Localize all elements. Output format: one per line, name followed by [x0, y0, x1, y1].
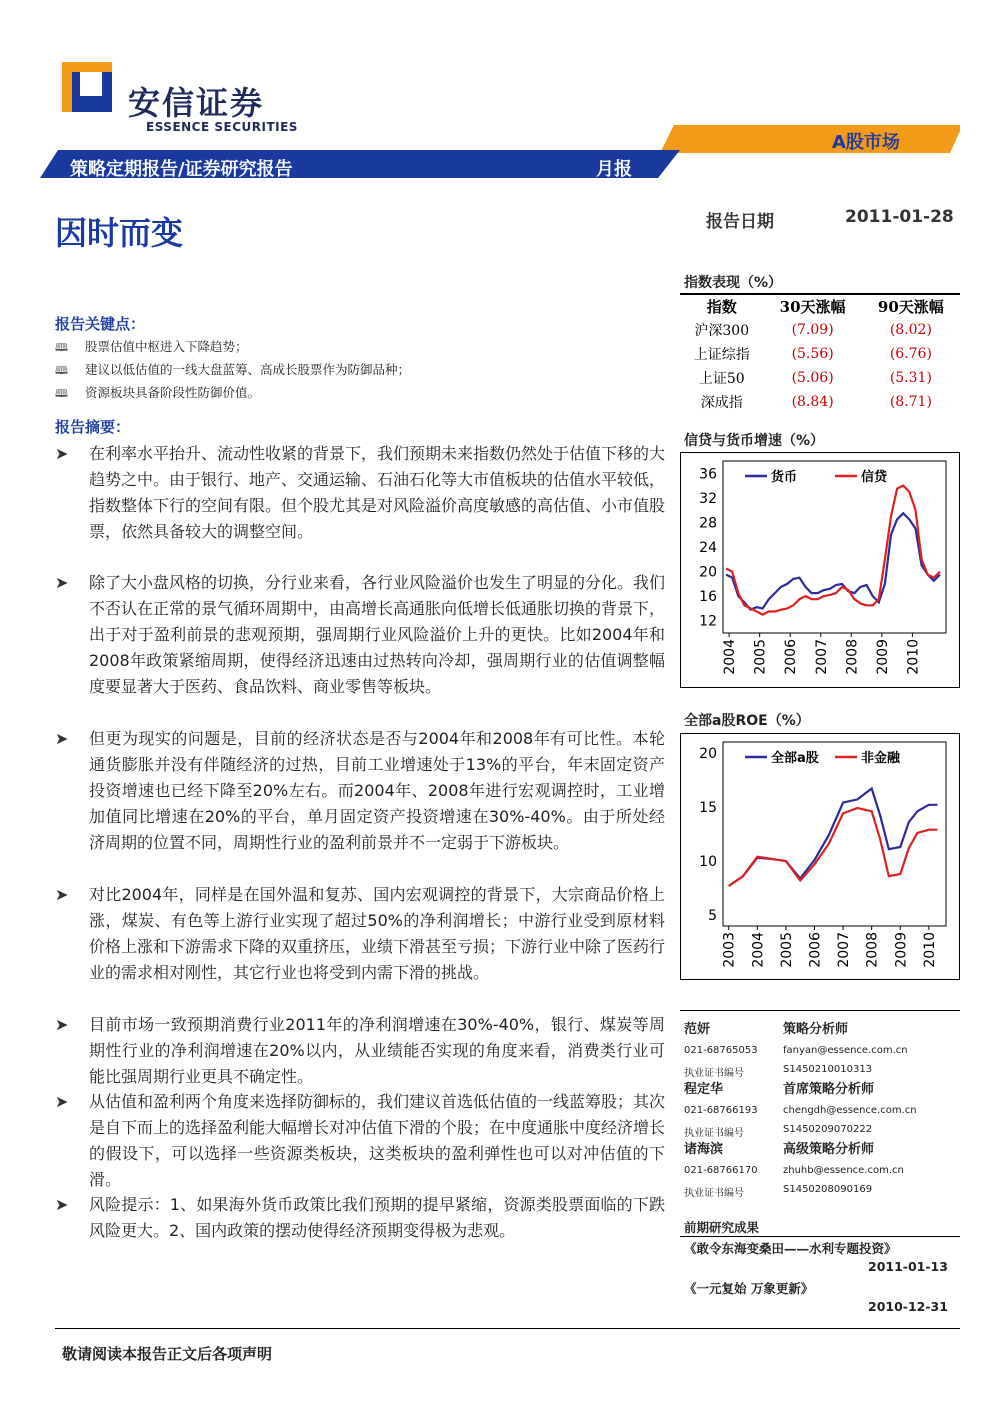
y-tick-label: 16 — [699, 589, 717, 606]
x-tick-label: 2009 — [893, 932, 910, 968]
x-tick-label: 2004 — [722, 639, 739, 675]
y-tick-label: 20 — [699, 745, 717, 762]
prior-research-divider — [680, 1236, 960, 1237]
summary-item: ➤ 对比2004年，同样是在国外温和复苏、国内宏观调控的背景下，大宗商品价格上涨，煤炭、有色等上游行业实现了超过50%的净利润增长；中游行业受到原材料价格上涨和下游需求下降的双重挤压，业绩下滑甚至亏损；下游行业中除了医药行业的需求相对刚性，其它行业也将受到内需下滑的挑战。 — [55, 882, 665, 1012]
legend-label: 货币 — [771, 470, 798, 485]
return-30d: (5.56) — [791, 346, 834, 362]
analyst-cert-label: 执业证书编号 — [684, 1188, 744, 1199]
credit-money-chart-frame — [680, 452, 960, 688]
table-row — [680, 390, 960, 414]
analyst-phone: 021-68765053 — [684, 1045, 758, 1056]
summary-item: ➤ 但更为现实的问题是，目前的经济状态是否与2004年和2008年有可比性。本轮通货膨胀并没有伴随经济的过热，目前工业增速处于13%的平台，年末固定资产投资增速也已经下降至20%左右。而2004年、2008年进行宏观调控时，工业增加值同比增速在20%的平台，单月固定资产投资增速在30%-40%。由于所处经济周期的位置不同，周期性行业的盈利前景并不一定弱于下游板块。 — [55, 726, 665, 882]
key-point-item: 🕮 建议以低估值的一线大盘蓝筹、高成长股票作为防御品种； — [55, 360, 410, 381]
return-90d: (8.71) — [889, 394, 932, 410]
y-tick-label: 10 — [699, 854, 717, 871]
x-tick-label: 2007 — [813, 639, 830, 675]
legend-label: 全部a股 — [771, 751, 819, 766]
y-tick-label: 15 — [699, 799, 717, 816]
x-tick-label: 2010 — [905, 639, 922, 675]
x-tick-label: 2008 — [844, 639, 861, 675]
table-header-cell: 30天涨幅 — [779, 298, 846, 316]
prior-research-title[interactable]: 《一元复始 万象更新》 — [684, 1281, 814, 1296]
summary-item: ➤ 在利率水平抬升、流动性收紧的背景下，我们预期未来指数仍然处于估值下移的大趋势之中。由于银行、地产、交通运输、石油石化等大市值板块的估值水平较低，指数整体下行的空间有限。但个股尤其是对风险溢价高度敏感的高估值、小市值股票，依然具备较大的调整空间。 — [55, 441, 665, 571]
summary-item: ➤ 风险提示：1、如果海外货币政策比我们预期的提早紧缩，资源类股票面临的下跌风险更大。2、国内政策的摆动使得经济预期变得极为悲观。 — [55, 1192, 665, 1270]
analyst-cert-label: 执业证书编号 — [684, 1128, 744, 1139]
roe-chart-title: 全部a股ROE（%） — [684, 713, 810, 729]
arrow-bullet-icon: ➤ — [55, 885, 69, 904]
roe-chart-frame — [680, 733, 960, 980]
book-icon: 🕮 — [55, 341, 68, 354]
x-tick-label: 2006 — [807, 932, 824, 968]
return-30d: (8.84) — [791, 394, 834, 410]
credit-money-chart-title: 信贷与货币增速（%） — [684, 433, 825, 449]
x-tick-label: 2010 — [921, 932, 938, 968]
report-date-value: 2011-01-28 — [845, 207, 954, 227]
analyst-email[interactable]: chengdh@essence.com.cn — [783, 1105, 917, 1116]
analyst-name: 范妍 — [684, 1022, 711, 1037]
index-name: 上证50 — [698, 371, 745, 387]
arrow-bullet-icon: ➤ — [55, 729, 69, 748]
table-header-cell: 90天涨幅 — [877, 298, 944, 316]
key-points-heading: 报告关键点： — [55, 315, 146, 333]
analyst-name: 程定华 — [684, 1082, 724, 1097]
analyst-title: 策略分析师 — [783, 1022, 849, 1037]
analyst-email[interactable]: fanyan@essence.com.cn — [783, 1045, 908, 1056]
index-name: 沪深300 — [694, 323, 750, 339]
report-type: 策略定期报告/证券研究报告 — [70, 159, 293, 180]
key-point-item: 🕮 资源板块具备阶段性防御价值。 — [55, 383, 260, 404]
summary-heading: 报告摘要： — [55, 418, 131, 436]
report-date-label: 报告日期 — [706, 212, 774, 232]
table-row — [680, 318, 960, 342]
book-icon: 🕮 — [55, 364, 68, 377]
return-90d: (6.76) — [889, 346, 932, 362]
x-tick-label: 2005 — [778, 932, 795, 968]
prior-research-title[interactable]: 《敢令东海变桑田——水利专题投资》 — [684, 1241, 897, 1256]
summary-item: ➤ 目前市场一致预期消费行业2011年的净利润增速在30%-40%，银行、煤炭等周期性行业的净利润增速在20%以内，从业绩能否实现的角度来看，消费类行业可能比强周期行业更具不确定性。 — [55, 1012, 665, 1090]
market-label: A股市场 — [832, 132, 900, 153]
y-tick-label: 5 — [708, 908, 717, 925]
analyst-cert: S1450208090169 — [783, 1184, 873, 1195]
x-tick-label: 2007 — [836, 932, 853, 968]
y-tick-label: 24 — [699, 540, 717, 556]
y-tick-label: 20 — [699, 564, 717, 581]
arrow-bullet-icon: ➤ — [55, 1092, 69, 1111]
table-row — [680, 342, 960, 366]
table-header-cell: 指数 — [706, 298, 737, 316]
x-tick-label: 2004 — [750, 932, 767, 968]
arrow-bullet-icon: ➤ — [55, 1015, 69, 1034]
report-frequency: 月报 — [596, 159, 632, 180]
series-line-信贷 — [726, 486, 940, 615]
analyst-email[interactable]: zhuhb@essence.com.cn — [783, 1165, 904, 1176]
summary-item: ➤ 从估值和盈利两个角度来选择防御标的，我们建议首选低估值的一线蓝筹股；其次是自下而上的选择盈利能大幅增长对冲估值下滑的个股；在中度通胀中度经济增长的假设下，可以选择一些资源类板块，这类板块的盈利弹性也可以对冲估值的下滑。 — [55, 1089, 665, 1193]
report-title: 因时而变 — [55, 214, 184, 252]
index-table-title: 指数表现（%） — [684, 275, 783, 291]
prior-research-heading: 前期研究成果 — [684, 1220, 760, 1235]
series-line-货币 — [726, 513, 940, 610]
y-tick-label: 12 — [699, 613, 717, 630]
credit-money-chart — [681, 453, 959, 687]
prior-research-date: 2010-12-31 — [868, 1299, 948, 1314]
return-90d: (8.02) — [889, 322, 932, 338]
return-90d: (5.31) — [889, 370, 932, 386]
analyst-title: 首席策略分析师 — [783, 1082, 875, 1097]
return-30d: (5.06) — [791, 370, 834, 386]
legend-label: 信贷 — [861, 470, 888, 485]
analyst-name: 诸海滨 — [684, 1142, 724, 1157]
book-icon: 🕮 — [55, 387, 68, 400]
roe-chart — [681, 734, 959, 979]
legend-label: 非金融 — [861, 751, 901, 766]
arrow-bullet-icon: ➤ — [55, 573, 69, 592]
y-tick-label: 28 — [699, 515, 717, 532]
arrow-bullet-icon: ➤ — [55, 444, 69, 463]
key-point-item: 🕮 股票估值中枢进入下降趋势； — [55, 337, 248, 358]
analyst-phone: 021-68766193 — [684, 1105, 758, 1116]
series-line-非金融 — [729, 808, 938, 886]
index-name: 深成指 — [700, 395, 743, 411]
y-tick-label: 32 — [699, 490, 717, 507]
market-banner — [660, 125, 960, 153]
table-header-row — [680, 294, 960, 318]
x-tick-label: 2005 — [752, 639, 769, 675]
analyst-phone: 021-68766170 — [684, 1165, 758, 1176]
index-name: 上证综指 — [693, 347, 750, 363]
company-logo-mark — [62, 62, 112, 112]
analyst-cert: S1450209070222 — [783, 1124, 873, 1135]
arrow-bullet-icon: ➤ — [55, 1195, 69, 1214]
prior-research-date: 2011-01-13 — [868, 1259, 948, 1274]
company-name-en: ESSENCE SECURITIES — [146, 120, 298, 134]
company-name-cn: 安信证券 — [128, 84, 265, 122]
footer-disclaimer: 敬请阅读本报告正文后各项声明 — [62, 1345, 273, 1363]
x-tick-label: 2009 — [874, 639, 891, 675]
x-tick-label: 2008 — [864, 932, 881, 968]
footer-divider — [55, 1328, 960, 1329]
analyst-divider — [680, 1010, 960, 1011]
x-tick-label: 2003 — [721, 932, 738, 968]
table-row — [680, 366, 960, 390]
index-performance-table — [680, 293, 960, 414]
analyst-cert-label: 执业证书编号 — [684, 1068, 744, 1079]
return-30d: (7.09) — [791, 322, 834, 338]
summary-item: ➤ 除了大小盘风格的切换，分行业来看，各行业风险溢价也发生了明显的分化。我们不否认在正常的景气循环周期中，由高增长高通胀向低增长低通胀切换的背景下，出于对于盈利前景的悲观预期，强周期行业风险溢价上升的更快。比如2004年和2008年政策紧缩周期，使得经济迅速由过热转向冷却，强周期行业的估值调整幅度要显著大于医药、食品饮料、商业零售等板块。 — [55, 570, 665, 726]
analyst-cert: S1450210010313 — [783, 1064, 873, 1075]
x-tick-label: 2006 — [783, 639, 800, 675]
analyst-title: 高级策略分析师 — [783, 1142, 875, 1157]
y-tick-label: 36 — [699, 466, 717, 483]
